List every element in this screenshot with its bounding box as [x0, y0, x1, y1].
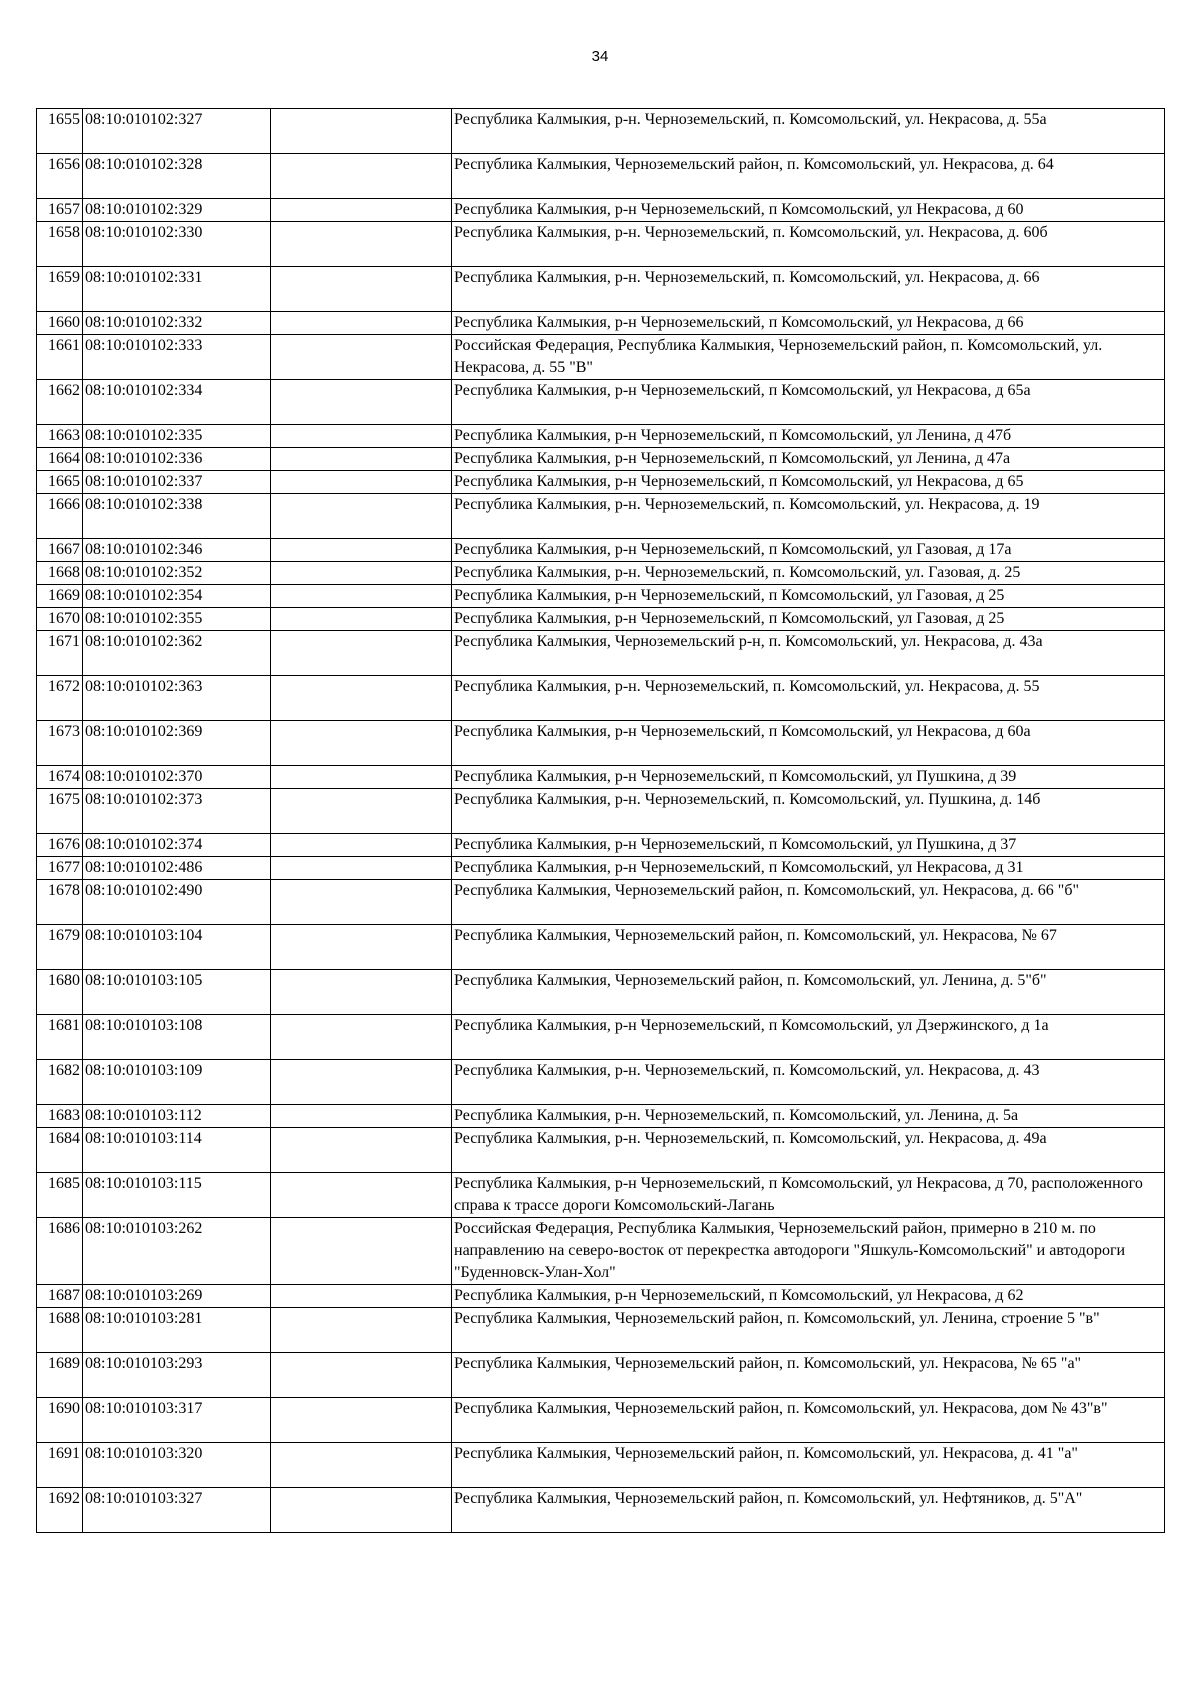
- row-number-cell: 1683: [37, 1105, 83, 1128]
- row-number-cell: 1662: [37, 380, 83, 425]
- table-row: [37, 1173, 1165, 1218]
- address-cell: Республика Калмыкия, р-н Черноземельский, п Комсомольский, ул Некрасова, д 62: [452, 1285, 1165, 1308]
- table-row: [37, 834, 1165, 857]
- cadastral-number-cell: 08:10:010103:108: [83, 1015, 271, 1060]
- empty-cell: [271, 199, 452, 222]
- address-cell: Республика Калмыкия, р-н Черноземельский, п Комсомольский, ул Некрасова, д 65а: [452, 380, 1165, 425]
- table-row: [37, 312, 1165, 335]
- address-cell: Республика Калмыкия, р-н. Черноземельский, п. Комсомольский, ул. Некрасова, д. 60б: [452, 222, 1165, 267]
- empty-cell: [271, 1398, 452, 1443]
- row-number-cell: 1677: [37, 857, 83, 880]
- address-cell: Республика Калмыкия, Черноземельский район, п. Комсомольский, ул. Ленина, д. 5"б": [452, 970, 1165, 1015]
- page-number: 34: [591, 48, 609, 65]
- row-number-cell: 1658: [37, 222, 83, 267]
- table-row: [37, 631, 1165, 676]
- row-number-cell: 1672: [37, 676, 83, 721]
- table-row: [37, 1488, 1165, 1533]
- address-cell: Российская Федерация, Республика Калмыкия, Черноземельский район, п. Комсомольский, ул. Некрасова, д. 55 "В": [452, 335, 1165, 380]
- cadastral-number-cell: 08:10:010102:369: [83, 721, 271, 766]
- cadastral-number-cell: 08:10:010102:335: [83, 425, 271, 448]
- address-cell: Республика Калмыкия, р-н Черноземельский, п Комсомольский, ул Некрасова, д 66: [452, 312, 1165, 335]
- cadastral-number-cell: 08:10:010102:354: [83, 585, 271, 608]
- empty-cell: [271, 789, 452, 834]
- empty-cell: [271, 857, 452, 880]
- empty-cell: [271, 1015, 452, 1060]
- empty-cell: [271, 1353, 452, 1398]
- table-row: [37, 789, 1165, 834]
- empty-cell: [271, 970, 452, 1015]
- row-number-cell: 1676: [37, 834, 83, 857]
- cadastral-number-cell: 08:10:010102:327: [83, 109, 271, 154]
- address-cell: Республика Калмыкия, Черноземельский район, п. Комсомольский, ул. Некрасова, дом № 43"в": [452, 1398, 1165, 1443]
- cadastral-number-cell: 08:10:010102:486: [83, 857, 271, 880]
- empty-cell: [271, 109, 452, 154]
- address-cell: Республика Калмыкия, р-н Черноземельский, п Комсомольский, ул Газовая, д 25: [452, 608, 1165, 631]
- row-number-cell: 1691: [37, 1443, 83, 1488]
- address-cell: Республика Калмыкия, р-н. Черноземельский, п. Комсомольский, ул. Некрасова, д. 55: [452, 676, 1165, 721]
- table-row: [37, 1128, 1165, 1173]
- table-row: [37, 676, 1165, 721]
- cadastral-number-cell: 08:10:010102:329: [83, 199, 271, 222]
- empty-cell: [271, 154, 452, 199]
- empty-cell: [271, 494, 452, 539]
- table-row: [37, 880, 1165, 925]
- empty-cell: [271, 721, 452, 766]
- cadastral-number-cell: 08:10:010102:330: [83, 222, 271, 267]
- cadastral-number-cell: 08:10:010102:370: [83, 766, 271, 789]
- row-number-cell: 1681: [37, 1015, 83, 1060]
- table-row: [37, 448, 1165, 471]
- table-row: [37, 199, 1165, 222]
- address-cell: Республика Калмыкия, р-н. Черноземельский, п. Комсомольский, ул. Газовая, д. 25: [452, 562, 1165, 585]
- row-number-cell: 1660: [37, 312, 83, 335]
- cadastral-number-cell: 08:10:010103:293: [83, 1353, 271, 1398]
- row-number-cell: 1667: [37, 539, 83, 562]
- empty-cell: [271, 1218, 452, 1285]
- address-cell: Республика Калмыкия, Черноземельский район, п. Комсомольский, ул. Некрасова, № 67: [452, 925, 1165, 970]
- address-cell: Республика Калмыкия, р-н Черноземельский, п Комсомольский, ул Некрасова, д 31: [452, 857, 1165, 880]
- empty-cell: [271, 1173, 452, 1218]
- empty-cell: [271, 1128, 452, 1173]
- address-cell: Республика Калмыкия, р-н Черноземельский, п Комсомольский, ул Ленина, д 47а: [452, 448, 1165, 471]
- empty-cell: [271, 925, 452, 970]
- row-number-cell: 1686: [37, 1218, 83, 1285]
- table-row: [37, 562, 1165, 585]
- empty-cell: [271, 335, 452, 380]
- table-row: [37, 925, 1165, 970]
- empty-cell: [271, 380, 452, 425]
- address-cell: Республика Калмыкия, р-н. Черноземельский, п. Комсомольский, ул. Пушкина, д. 14б: [452, 789, 1165, 834]
- table-row: [37, 494, 1165, 539]
- cadastral-number-cell: 08:10:010102:362: [83, 631, 271, 676]
- empty-cell: [271, 631, 452, 676]
- address-cell: Республика Калмыкия, р-н Черноземельский, п Комсомольский, ул Некрасова, д 65: [452, 471, 1165, 494]
- empty-cell: [271, 1443, 452, 1488]
- address-cell: Республика Калмыкия, р-н Черноземельский, п Комсомольский, ул Некрасова, д 60: [452, 199, 1165, 222]
- empty-cell: [271, 1308, 452, 1353]
- table-row: [37, 335, 1165, 380]
- row-number-cell: 1685: [37, 1173, 83, 1218]
- table-row: [37, 970, 1165, 1015]
- cadastral-number-cell: 08:10:010103:317: [83, 1398, 271, 1443]
- empty-cell: [271, 608, 452, 631]
- row-number-cell: 1689: [37, 1353, 83, 1398]
- empty-cell: [271, 1060, 452, 1105]
- address-cell: Республика Калмыкия, р-н Черноземельский, п Комсомольский, ул Пушкина, д 39: [452, 766, 1165, 789]
- row-number-cell: 1665: [37, 471, 83, 494]
- address-cell: Республика Калмыкия, р-н. Черноземельский, п. Комсомольский, ул. Некрасова, д. 66: [452, 267, 1165, 312]
- address-cell: Республика Калмыкия, р-н. Черноземельский, п. Комсомольский, ул. Ленина, д. 5а: [452, 1105, 1165, 1128]
- cadastral-number-cell: 08:10:010102:374: [83, 834, 271, 857]
- table-row: [37, 1015, 1165, 1060]
- row-number-cell: 1690: [37, 1398, 83, 1443]
- address-cell: Республика Калмыкия, р-н Черноземельский, п Комсомольский, ул Газовая, д 25: [452, 585, 1165, 608]
- address-cell: Республика Калмыкия, р-н Черноземельский, п Комсомольский, ул Некрасова, д 60а: [452, 721, 1165, 766]
- row-number-cell: 1684: [37, 1128, 83, 1173]
- address-cell: Республика Калмыкия, Черноземельский район, п. Комсомольский, ул. Некрасова, д. 41 "а": [452, 1443, 1165, 1488]
- address-cell: Республика Калмыкия, Черноземельский район, п. Комсомольский, ул. Некрасова, № 65 "а": [452, 1353, 1165, 1398]
- table-row: [37, 471, 1165, 494]
- empty-cell: [271, 471, 452, 494]
- empty-cell: [271, 312, 452, 335]
- row-number-cell: 1671: [37, 631, 83, 676]
- address-cell: Российская Федерация, Республика Калмыкия, Черноземельский район, примерно в 210 м. по направлению на северо-восток от перекрестка автодороги "Яшкуль-Комсомольский" и автодороги "Буденновск-Улан-Хол": [452, 1218, 1165, 1285]
- cadastral-number-cell: 08:10:010103:262: [83, 1218, 271, 1285]
- empty-cell: [271, 834, 452, 857]
- table-row: [37, 1398, 1165, 1443]
- address-cell: Республика Калмыкия, р-н. Черноземельский, п. Комсомольский, ул. Некрасова, д. 55а: [452, 109, 1165, 154]
- cadastral-number-cell: 08:10:010102:328: [83, 154, 271, 199]
- empty-cell: [271, 539, 452, 562]
- empty-cell: [271, 562, 452, 585]
- empty-cell: [271, 425, 452, 448]
- empty-cell: [271, 1285, 452, 1308]
- table-row: [37, 154, 1165, 199]
- address-cell: Республика Калмыкия, р-н Черноземельский, п Комсомольский, ул Некрасова, д 70, расположенного справа к трассе дороги Комсомольский-Лагань: [452, 1173, 1165, 1218]
- address-cell: Республика Калмыкия, р-н Черноземельский, п Комсомольский, ул Ленина, д 47б: [452, 425, 1165, 448]
- table-row: [37, 766, 1165, 789]
- address-cell: Республика Калмыкия, р-н. Черноземельский, п. Комсомольский, ул. Некрасова, д. 19: [452, 494, 1165, 539]
- table-row: [37, 721, 1165, 766]
- table-row: [37, 857, 1165, 880]
- address-cell: Республика Калмыкия, р-н Черноземельский, п Комсомольский, ул Дзержинского, д 1а: [452, 1015, 1165, 1060]
- row-number-cell: 1655: [37, 109, 83, 154]
- row-number-cell: 1673: [37, 721, 83, 766]
- empty-cell: [271, 448, 452, 471]
- row-number-cell: 1670: [37, 608, 83, 631]
- row-number-cell: 1679: [37, 925, 83, 970]
- address-cell: Республика Калмыкия, Черноземельский район, п. Комсомольский, ул. Ленина, строение 5 "в": [452, 1308, 1165, 1353]
- cadastral-number-cell: 08:10:010102:373: [83, 789, 271, 834]
- cadastral-number-cell: 08:10:010103:105: [83, 970, 271, 1015]
- cadastral-number-cell: 08:10:010102:352: [83, 562, 271, 585]
- cadastral-number-cell: 08:10:010102:331: [83, 267, 271, 312]
- table-row: [37, 267, 1165, 312]
- row-number-cell: 1680: [37, 970, 83, 1015]
- table-row: [37, 222, 1165, 267]
- row-number-cell: 1687: [37, 1285, 83, 1308]
- cadastral-number-cell: 08:10:010102:332: [83, 312, 271, 335]
- cadastral-number-cell: 08:10:010102:337: [83, 471, 271, 494]
- table-row: [37, 539, 1165, 562]
- address-cell: Республика Калмыкия, Черноземельский район, п. Комсомольский, ул. Нефтяников, д. 5"А": [452, 1488, 1165, 1533]
- cadastral-number-cell: 08:10:010103:281: [83, 1308, 271, 1353]
- table-row: [37, 608, 1165, 631]
- cadastral-number-cell: 08:10:010102:334: [83, 380, 271, 425]
- empty-cell: [271, 1488, 452, 1533]
- parcel-register-table: [36, 108, 1165, 1533]
- empty-cell: [271, 267, 452, 312]
- address-cell: Республика Калмыкия, р-н Черноземельский, п Комсомольский, ул Газовая, д 17а: [452, 539, 1165, 562]
- row-number-cell: 1692: [37, 1488, 83, 1533]
- row-number-cell: 1688: [37, 1308, 83, 1353]
- row-number-cell: 1666: [37, 494, 83, 539]
- row-number-cell: 1678: [37, 880, 83, 925]
- row-number-cell: 1674: [37, 766, 83, 789]
- row-number-cell: 1659: [37, 267, 83, 312]
- row-number-cell: 1657: [37, 199, 83, 222]
- cadastral-number-cell: 08:10:010102:355: [83, 608, 271, 631]
- cadastral-number-cell: 08:10:010102:336: [83, 448, 271, 471]
- cadastral-number-cell: 08:10:010102:363: [83, 676, 271, 721]
- row-number-cell: 1668: [37, 562, 83, 585]
- empty-cell: [271, 1105, 452, 1128]
- address-cell: Республика Калмыкия, Черноземельский район, п. Комсомольский, ул. Некрасова, д. 64: [452, 154, 1165, 199]
- cadastral-number-cell: 08:10:010102:346: [83, 539, 271, 562]
- table-row: [37, 1285, 1165, 1308]
- row-number-cell: 1661: [37, 335, 83, 380]
- table-row: [37, 425, 1165, 448]
- empty-cell: [271, 222, 452, 267]
- address-cell: Республика Калмыкия, р-н Черноземельский, п Комсомольский, ул Пушкина, д 37: [452, 834, 1165, 857]
- cadastral-number-cell: 08:10:010102:490: [83, 880, 271, 925]
- address-cell: Республика Калмыкия, Черноземельский р-н, п. Комсомольский, ул. Некрасова, д. 43а: [452, 631, 1165, 676]
- table-row: [37, 1353, 1165, 1398]
- table-row: [37, 1308, 1165, 1353]
- address-cell: Республика Калмыкия, Черноземельский район, п. Комсомольский, ул. Некрасова, д. 66 "б": [452, 880, 1165, 925]
- table-row: [37, 1060, 1165, 1105]
- empty-cell: [271, 585, 452, 608]
- table-row: [37, 109, 1165, 154]
- table-row: [37, 1443, 1165, 1488]
- row-number-cell: 1682: [37, 1060, 83, 1105]
- cadastral-number-cell: 08:10:010103:104: [83, 925, 271, 970]
- cadastral-number-cell: 08:10:010103:327: [83, 1488, 271, 1533]
- cadastral-number-cell: 08:10:010103:115: [83, 1173, 271, 1218]
- row-number-cell: 1656: [37, 154, 83, 199]
- address-cell: Республика Калмыкия, р-н. Черноземельский, п. Комсомольский, ул. Некрасова, д. 49а: [452, 1128, 1165, 1173]
- row-number-cell: 1669: [37, 585, 83, 608]
- cadastral-number-cell: 08:10:010103:320: [83, 1443, 271, 1488]
- table-body: [37, 109, 1165, 1533]
- cadastral-number-cell: 08:10:010103:109: [83, 1060, 271, 1105]
- cadastral-number-cell: 08:10:010102:338: [83, 494, 271, 539]
- row-number-cell: 1664: [37, 448, 83, 471]
- table-row: [37, 380, 1165, 425]
- cadastral-number-cell: 08:10:010103:112: [83, 1105, 271, 1128]
- empty-cell: [271, 766, 452, 789]
- row-number-cell: 1663: [37, 425, 83, 448]
- cadastral-number-cell: 08:10:010103:269: [83, 1285, 271, 1308]
- cadastral-number-cell: 08:10:010103:114: [83, 1128, 271, 1173]
- table-row: [37, 1105, 1165, 1128]
- row-number-cell: 1675: [37, 789, 83, 834]
- empty-cell: [271, 880, 452, 925]
- cadastral-number-cell: 08:10:010102:333: [83, 335, 271, 380]
- address-cell: Республика Калмыкия, р-н. Черноземельский, п. Комсомольский, ул. Некрасова, д. 43: [452, 1060, 1165, 1105]
- table-row: [37, 585, 1165, 608]
- table-row: [37, 1218, 1165, 1285]
- empty-cell: [271, 676, 452, 721]
